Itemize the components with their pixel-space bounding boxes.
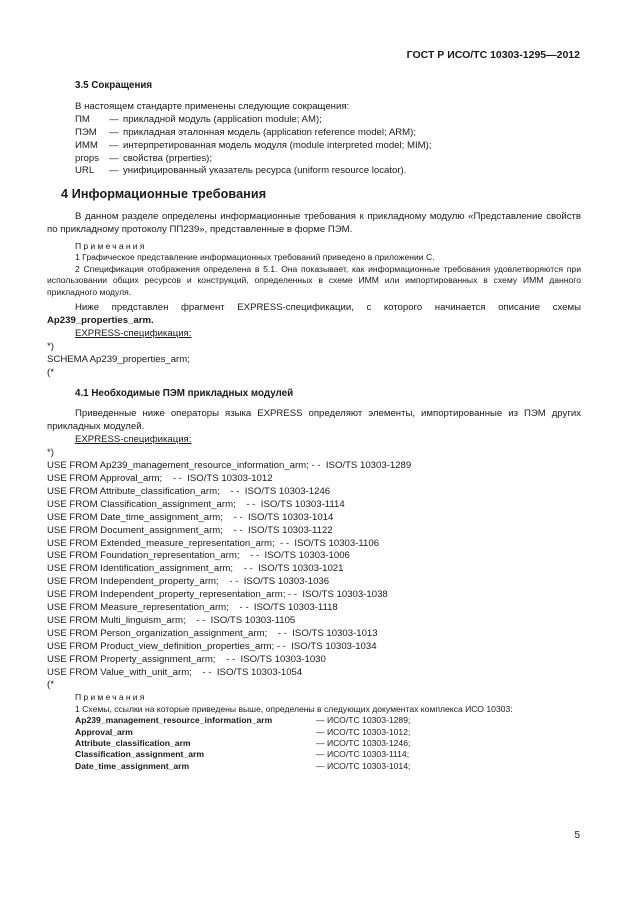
ref-doc: — ИСО/ТС 10303-1012;	[316, 726, 411, 737]
abbr-key: ПМ	[75, 113, 90, 125]
abbr-dash: —	[109, 113, 119, 125]
abbr-desc: прикладная эталонная модель (application reference model; ARM);	[123, 126, 416, 138]
abbr-dash: —	[109, 152, 119, 164]
use-line: USE FROM Classification_assignment_arm; - - ISO/TS 10303-1114	[47, 498, 345, 510]
abbr-desc: интерпретированная модель модуля (module interpreted model; MIM);	[123, 139, 432, 151]
abbreviation-row	[47, 165, 581, 178]
use-line: USE FROM Person_organization_assignment_arm; - - ISO/TS 10303-1013	[47, 627, 378, 639]
ref-name: Attribute_classification_arm	[75, 738, 191, 748]
section-4-1-notes	[47, 692, 581, 715]
code-open: *)	[47, 340, 54, 352]
note-1-refs: 1 Схемы, ссылки на которые приведены выше, определены в следующих документах комплекса ИСО 10303:	[75, 703, 513, 714]
use-line: USE FROM Date_time_assignment_arm; - - ISO/TS 10303-1014	[47, 511, 334, 523]
section-4-title: 4 Информационные требования	[61, 187, 267, 202]
use-line: USE FROM Property_assignment_arm; - - ISO/TS 10303-1030	[47, 653, 326, 665]
express-spec-label-2: EXPRESS-спецификация:	[75, 434, 192, 446]
abbr-key: ИММ	[75, 139, 98, 151]
abbreviations-list	[47, 114, 581, 179]
use-line: USE FROM Independent_property_arm; - - ISO/TS 10303-1036	[47, 576, 330, 588]
express-spec-label: EXPRESS-спецификация:	[75, 327, 192, 339]
use-line: USE FROM Ap239_management_resource_information_arm; - - ISO/TS 10303-1289	[47, 460, 412, 472]
ref-doc: — ИСО/ТС 10303-1014;	[316, 760, 411, 771]
reference-row	[47, 749, 581, 760]
page-content	[47, 80, 581, 772]
ref-name: Classification_assignment_arm	[75, 749, 204, 760]
abbr-dash: —	[109, 139, 119, 151]
use-line: USE FROM Multi_linguism_arm; - - ISO/TS 10303-1105	[47, 614, 296, 626]
use-line: USE FROM Value_with_unit_arm; - - ISO/TS 10303-1054	[47, 666, 303, 678]
code-open-2: *)	[47, 447, 54, 459]
abbr-desc: прикладной модуль (application module; AM);	[123, 113, 322, 125]
abbr-desc: свойства (prperties);	[123, 152, 213, 164]
section-4-1-title: 4.1 Необходимые ПЭМ прикладных модулей	[75, 387, 294, 399]
use-line: USE FROM Independent_property_representation_arm; - - ISO/TS 10303-1038	[47, 589, 388, 601]
use-line: USE FROM Attribute_classification_arm; - - ISO/TS 10303-1246	[47, 485, 331, 497]
notes-label-2: Примечания	[75, 692, 147, 703]
section-4-notes	[47, 241, 581, 298]
use-from-list	[47, 460, 581, 679]
reference-row	[47, 738, 581, 749]
express-intro-text: Ниже представлен фрагмент EXPRESS-спецификации, с которого начинается описание схемы	[75, 302, 581, 314]
use-line: USE FROM Approval_arm; - - ISO/TS 10303-1012	[47, 472, 273, 484]
use-line: USE FROM Foundation_representation_arm; - - ISO/TS 10303-1006	[47, 550, 350, 562]
ref-name: Approval_arm	[75, 726, 133, 737]
references-list	[47, 715, 581, 772]
code-close-2: (*	[47, 679, 54, 691]
abbreviation-row	[47, 153, 581, 166]
note-2: 2 Спецификация отображения определена в 5.1. Она показывает, как информационные требования удовлетворяются при использовании общих ресурсов и конструкций, определенных в схеме ИММ или импортированных в схему ИММ данного прикладного модуля.	[47, 263, 581, 297]
reference-row	[47, 727, 581, 738]
section-3-5-title: 3.5 Сокращения	[75, 80, 153, 91]
section-4-paragraph: В данном разделе определены информационные требования к прикладному модулю «Представление свойств по прикладному протоколу ПП239», представленные в форме ПЭМ.	[47, 211, 581, 236]
use-line: USE FROM Extended_measure_representation_arm; - - ISO/TS 10303-1106	[47, 537, 380, 549]
section-4-1-paragraph: Приведенные ниже операторы языка EXPRESS определяют элементы, импортированные из ПЭМ других прикладных модулей.	[47, 408, 581, 433]
code-close: (*	[47, 366, 54, 378]
notes-label: Примечания	[75, 241, 147, 252]
abbr-dash: —	[109, 126, 119, 138]
abbreviations-intro: В настоящем стандарте применены следующие сокращения:	[75, 100, 350, 112]
ref-name: Date_time_assignment_arm	[75, 760, 190, 771]
abbreviation-row	[47, 127, 581, 140]
reference-row	[47, 715, 581, 726]
abbreviation-row	[47, 140, 581, 153]
document-header-code: ГОСТ Р ИСО/ТС 10303-1295—2012	[406, 49, 580, 61]
ref-doc: — ИСО/ТС 10303-1289;	[316, 715, 411, 726]
note-1: 1 Графическое представление информационных требований приведено в приложении С.	[75, 252, 435, 263]
reference-row	[47, 761, 581, 772]
use-line: USE FROM Identification_assignment_arm; - - ISO/TS 10303-1021	[47, 563, 344, 575]
ref-doc: — ИСО/ТС 10303-1114;	[316, 749, 410, 760]
use-line: USE FROM Product_view_definition_properties_arm; - - ISO/TS 10303-1034	[47, 640, 377, 652]
express-intro-paragraph	[47, 302, 581, 328]
abbr-key: ПЭМ	[75, 126, 97, 138]
ref-name: Ap239_management_resource_information_arm	[75, 715, 273, 726]
use-line: USE FROM Measure_representation_arm; - - ISO/TS 10303-1118	[47, 602, 338, 614]
abbr-key: URL	[75, 165, 95, 177]
ref-doc: — ИСО/ТС 10303-1246;	[316, 738, 411, 748]
abbr-key: props	[75, 152, 99, 164]
abbr-dash: —	[109, 165, 119, 177]
abbr-desc: унифицированный указатель ресурса (uniform resource locator).	[123, 165, 407, 177]
schema-name: Ap239_properties_arm.	[47, 315, 154, 326]
use-line: USE FROM Document_assignment_arm; - - ISO/TS 10303-1122	[47, 524, 333, 536]
page-number: 5	[574, 830, 580, 841]
abbreviation-row	[47, 114, 581, 127]
schema-line: SCHEMA Ap239_properties_arm;	[47, 353, 190, 365]
